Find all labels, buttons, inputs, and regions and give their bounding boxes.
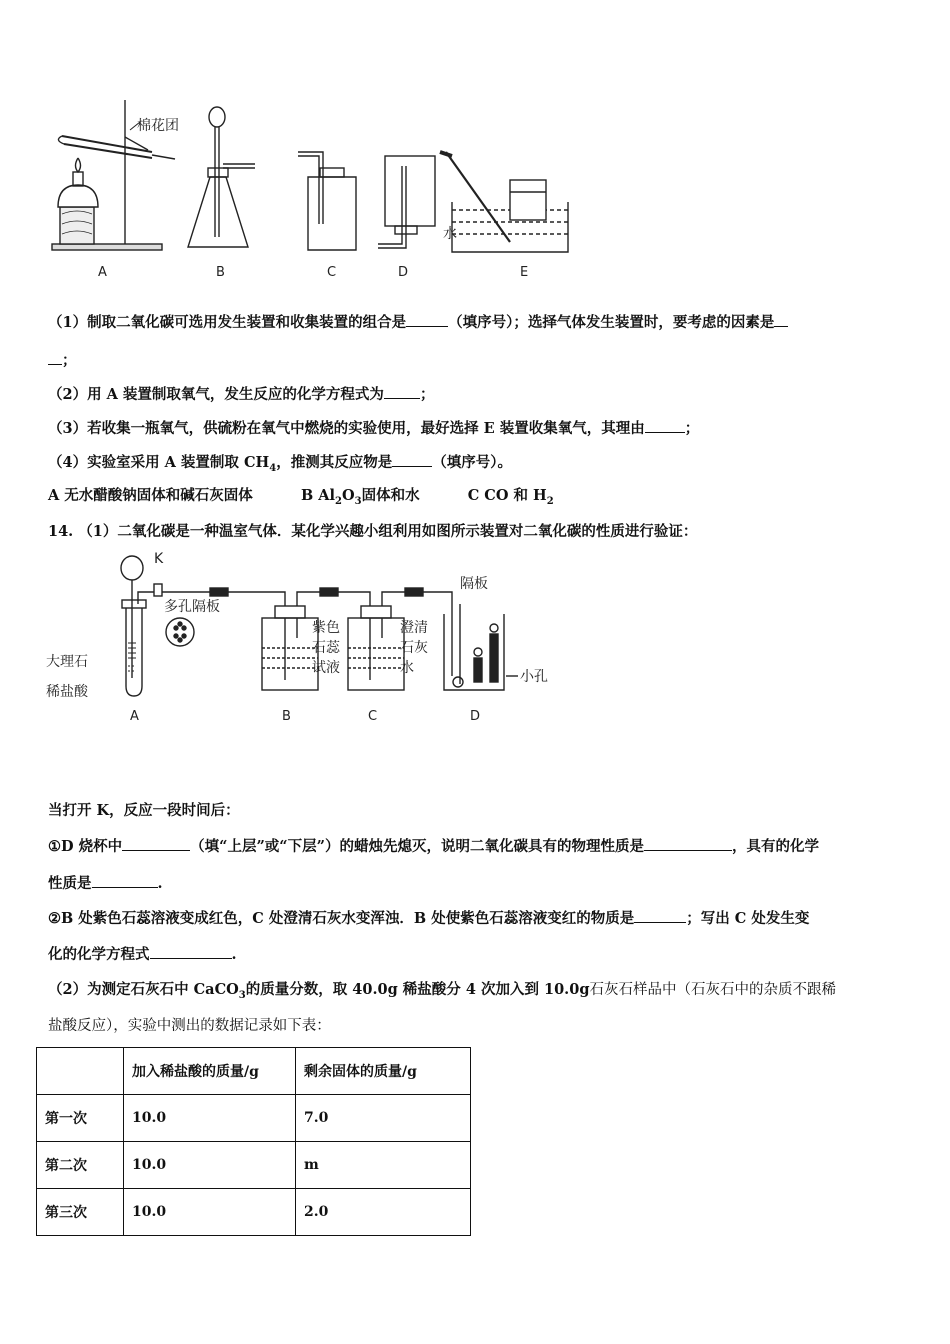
- q14-p2-text-a: （2）为测定石灰石中 CaCO: [48, 981, 239, 998]
- answer-blank[interactable]: [774, 312, 788, 327]
- subscript: 4: [269, 462, 277, 474]
- table-row: [37, 1189, 471, 1236]
- q14-statement-2: [48, 908, 910, 929]
- q13-part4-text-c: （填序号）。: [432, 454, 512, 471]
- q14-s1-text-c: ，具有的化学: [731, 838, 819, 855]
- label-marble: 大理石: [46, 654, 88, 670]
- q14-s2-text-c: 化的化学方程式: [48, 946, 150, 963]
- figure2-label-a: A: [130, 709, 139, 724]
- q13-part2-text-b: ；: [419, 386, 435, 403]
- table-header-cell: 剩余固体的质量/g: [296, 1048, 471, 1095]
- q14-statement-1-cont: [48, 873, 910, 894]
- q13-part4-text-a: （4）实验室采用 A 装置制取 CH: [48, 454, 270, 471]
- label-litmus-1: 紫色: [312, 620, 340, 636]
- answer-blank[interactable]: [48, 350, 62, 365]
- figure2-label-b: B: [282, 709, 291, 724]
- water-label: 水: [443, 226, 457, 242]
- q14-intro: 14. （1）二氧化碳是一种温室气体．某化学兴趣小组利用如图所示装置对二氧化碳的性质进行验证：: [48, 523, 698, 540]
- label-acid: 稀盐酸: [46, 684, 88, 700]
- table-header-cell: 加入稀盐酸的质量/g: [124, 1048, 296, 1095]
- option-a: A 无水醋酸钠固体和碱石灰固体: [48, 487, 253, 504]
- q13-part1-text-b: （填序号）；选择气体发生装置时，要考虑的因素是: [448, 314, 775, 331]
- answer-blank[interactable]: [150, 944, 232, 959]
- q14-s1-text-d: 性质是: [48, 875, 92, 892]
- q14-part2-cont: 盐酸反应），实验中测出的数据记录如下表：: [48, 1018, 331, 1034]
- answer-blank[interactable]: [645, 418, 685, 433]
- label-litmus-3: 试液: [312, 660, 340, 676]
- table-row: [37, 1142, 471, 1189]
- label-small-hole: 小孔: [520, 669, 548, 685]
- q14-statement-1: [48, 836, 910, 857]
- label-limewater-3: 水: [400, 660, 414, 676]
- q14-after-k: 当打开 K，反应一段时间后：: [48, 802, 240, 819]
- label-litmus-2: 石蕊: [312, 640, 340, 656]
- q14-s1-text-a: ①D 烧杯中: [48, 838, 123, 855]
- q13-part3-text-a: （3）若收集一瓶氧气，供硫粉在氧气中燃烧的实验使用，最好选择 E 装置收集氧气，其理由: [48, 420, 645, 437]
- q13-part1: [48, 312, 910, 333]
- figure1-label-a: A: [98, 265, 107, 280]
- figure1-label-b: B: [216, 265, 225, 280]
- q14-s1-text-e: .: [157, 875, 163, 892]
- table-cell: 第一次: [37, 1095, 124, 1142]
- q14-s2-text-d: .: [231, 946, 237, 963]
- q14-s1-text-b: （填“上层”或“下层”）的蜡烛先熄灭，说明二氧化碳具有的物理性质是: [190, 838, 644, 855]
- table-cell: 10.0: [124, 1142, 296, 1189]
- subscript: 3: [238, 989, 246, 1001]
- table-header-row: [37, 1048, 471, 1095]
- table-cell: 7.0: [296, 1095, 471, 1142]
- q13-part2: [48, 384, 910, 405]
- apparatus-figure-1: [40, 92, 580, 284]
- figure2-label-c: C: [368, 709, 378, 724]
- q14-statement-2-cont: [48, 944, 910, 965]
- q14-s2-text-b: ；写出 C 处发生变: [686, 910, 810, 927]
- q13-part4: [48, 452, 910, 479]
- label-limewater-2: 石灰: [400, 640, 428, 656]
- figure2-label-d: D: [470, 709, 481, 724]
- table-cell: m: [296, 1142, 471, 1189]
- answer-blank[interactable]: [392, 452, 432, 467]
- answer-blank[interactable]: [634, 908, 686, 923]
- label-partition: 隔板: [460, 576, 488, 592]
- table-cell: 第二次: [37, 1142, 124, 1189]
- answer-blank[interactable]: [406, 312, 448, 327]
- cotton-label: 棉花团: [137, 118, 179, 134]
- figure1-label-d: D: [398, 265, 409, 280]
- table-row: [37, 1095, 471, 1142]
- option-c: C CO 和 $H_2$: [467, 487, 554, 507]
- q13-part2-text-a: （2）用 A 装置制取氧气，发生反应的化学方程式为: [48, 386, 384, 403]
- q14-p2-text-c: 石灰石样品中（石灰石中的杂质不跟稀: [589, 982, 836, 998]
- answer-blank[interactable]: [644, 836, 732, 851]
- figure1-label-e: E: [520, 265, 529, 280]
- option-b: B $Al_2O_3$固体和水: [300, 487, 420, 507]
- table-cell: 10.0: [124, 1189, 296, 1236]
- label-limewater-1: 澄清: [400, 620, 428, 636]
- q14-s2-text-a: ②B 处紫色石蕊溶液变成红色，C 处澄清石灰水变浑浊．B 处使紫色石蕊溶液变红的物质是: [48, 910, 635, 927]
- answer-blank[interactable]: [92, 873, 158, 888]
- q14-part2: [48, 980, 910, 1006]
- apparatus-figure-2: [40, 548, 560, 728]
- figure1-label-c: C: [327, 265, 337, 280]
- table-header-cell: [37, 1048, 124, 1095]
- table-cell: 第三次: [37, 1189, 124, 1236]
- answer-blank[interactable]: [122, 836, 190, 851]
- label-k: K: [154, 551, 164, 567]
- answer-blank[interactable]: [384, 384, 420, 399]
- q13-part3-text-b: ；: [684, 420, 700, 437]
- q13-options: [48, 486, 910, 512]
- q13-part3: [48, 418, 910, 439]
- q14-p2-text-b: 的质量分数，取 40.0g 稀盐酸分 4 次加入到 10.0g: [245, 981, 590, 998]
- q13-part1-text-c: ；: [62, 352, 77, 369]
- table-cell: 2.0: [296, 1189, 471, 1236]
- q13-part1-text-a: （1）制取二氧化碳可选用发生装置和收集装置的组合是: [48, 314, 407, 331]
- q13-part4-text-b: ，推测其反应物是: [276, 454, 393, 471]
- q13-part1-cont: [48, 350, 910, 371]
- data-table: [36, 1047, 471, 1236]
- table-cell: 10.0: [124, 1095, 296, 1142]
- label-porous-plate: 多孔隔板: [164, 599, 220, 615]
